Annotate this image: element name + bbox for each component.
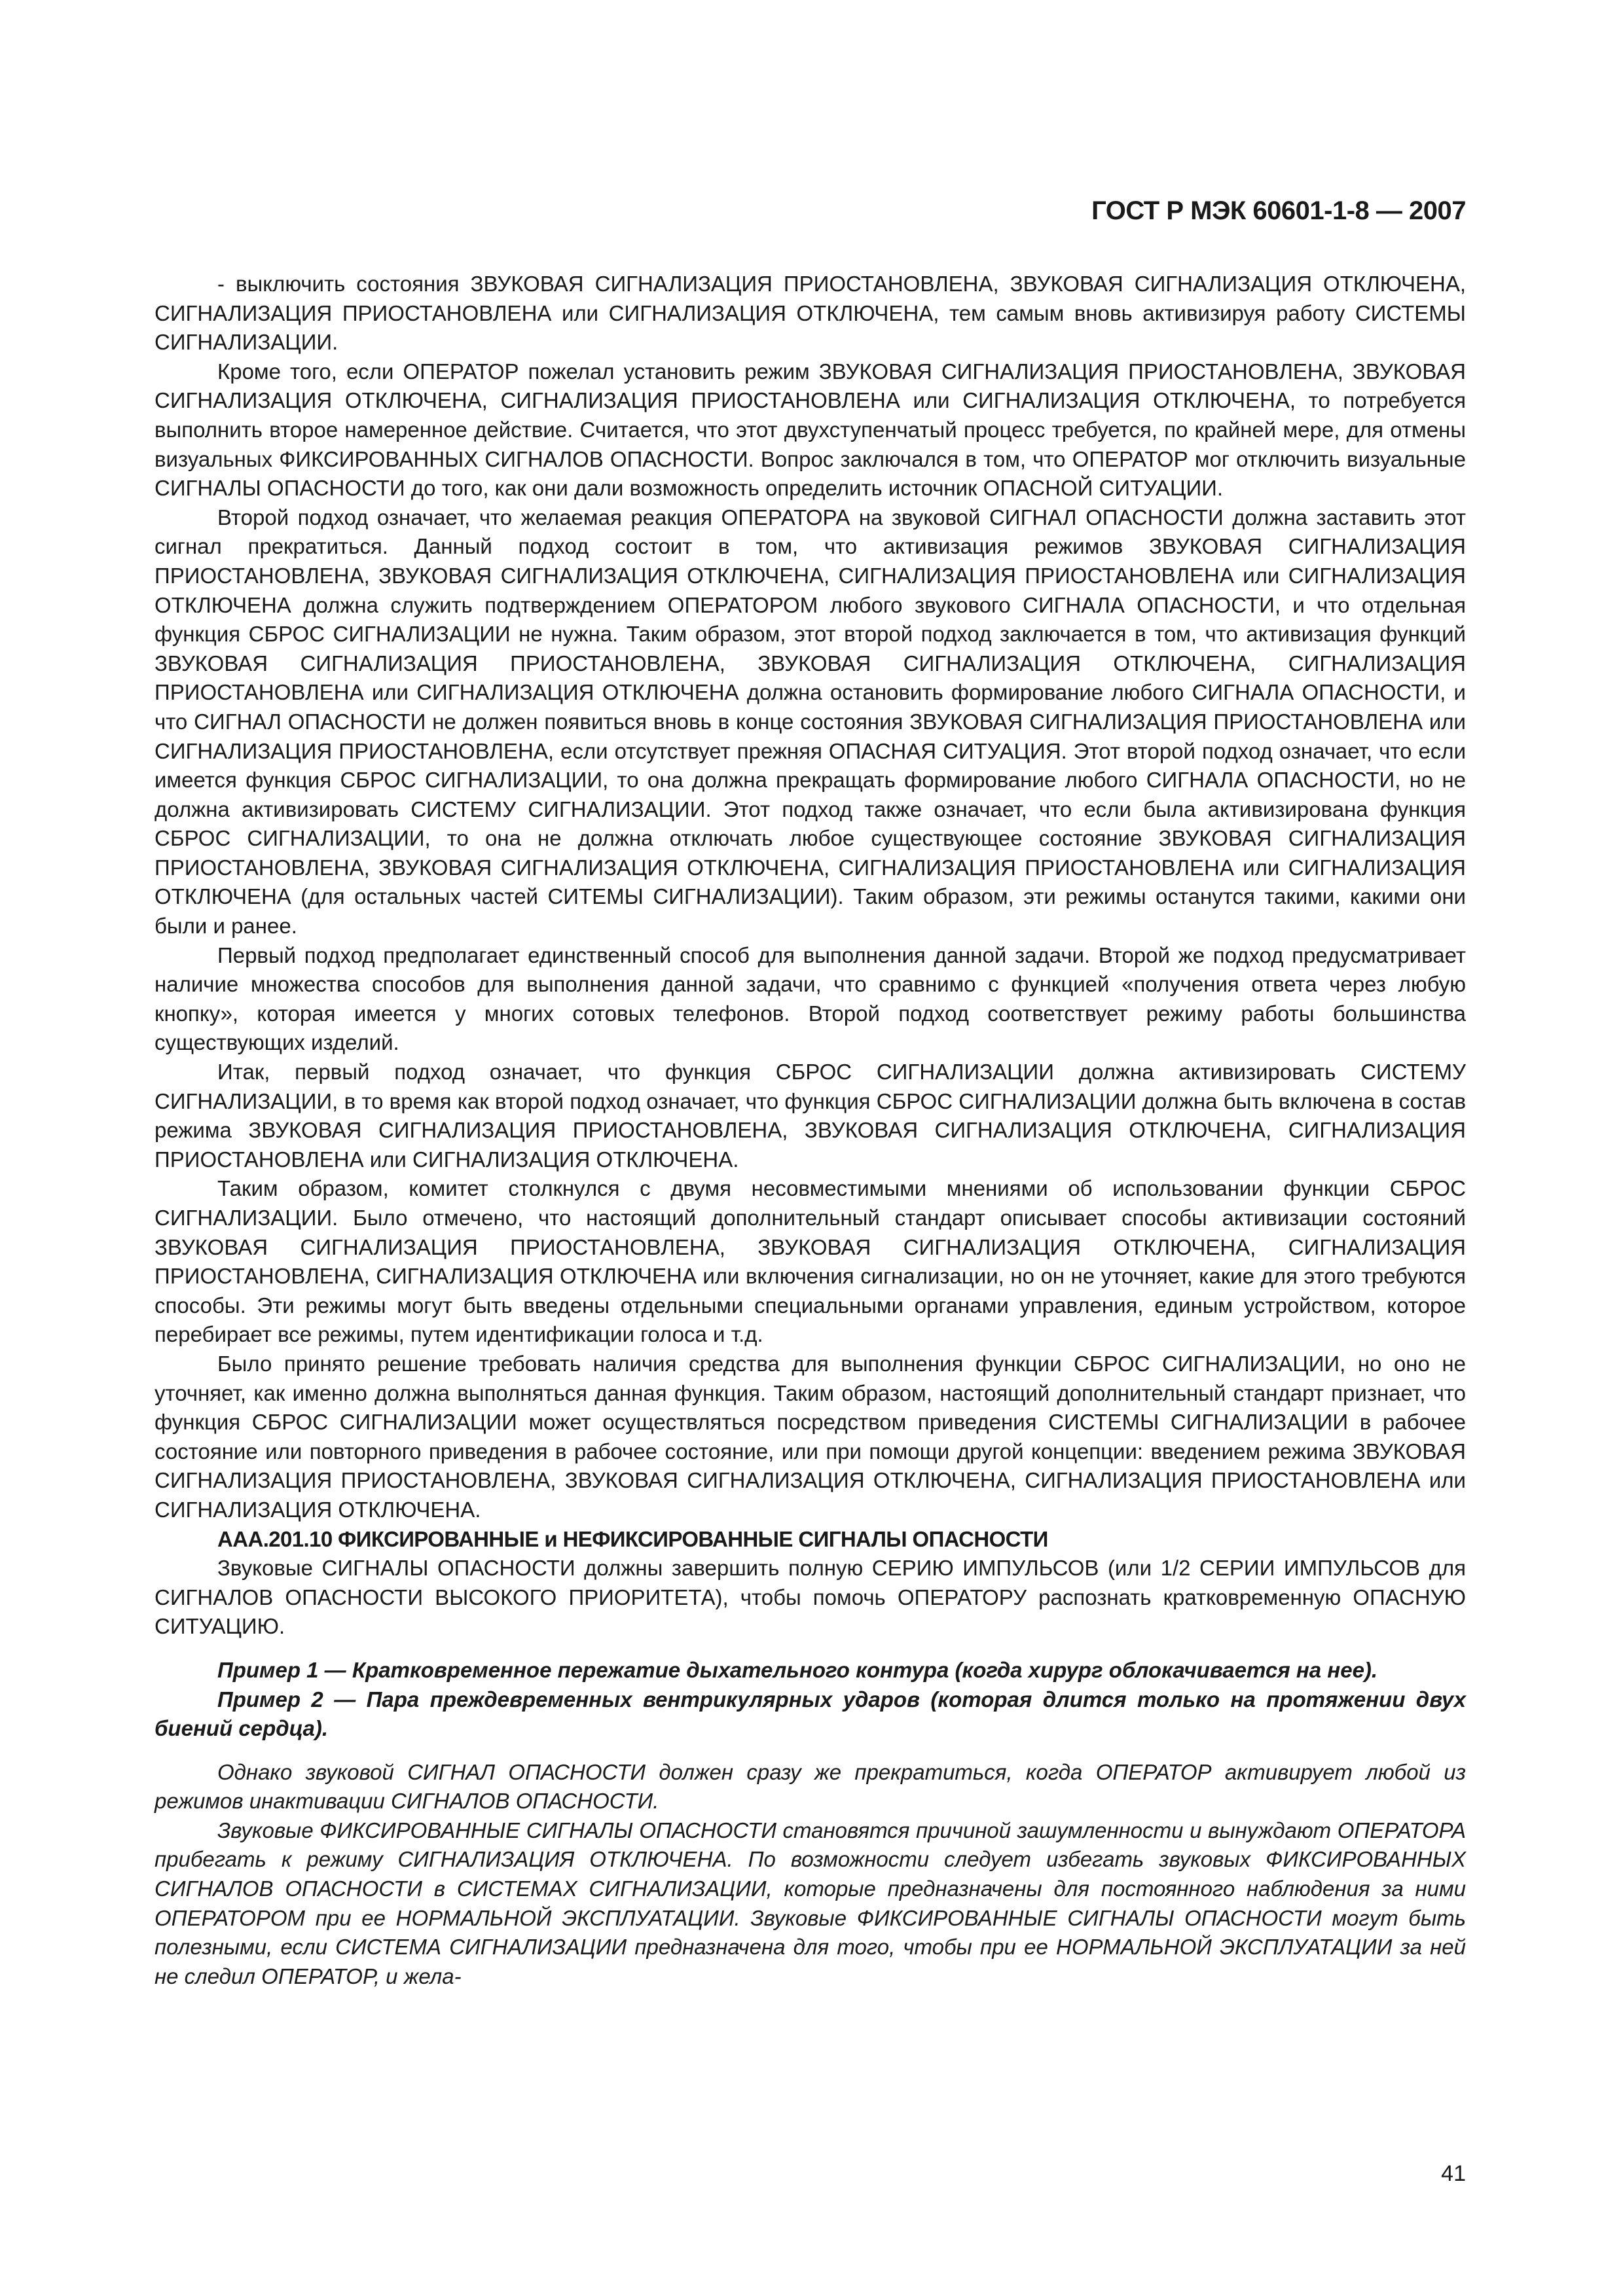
section-intro: Звуковые СИГНАЛЫ ОПАСНОСТИ должны завершить полную СЕРИЮ ИМПУЛЬСОВ (или 1/2 СЕРИИ ИМПУЛЬСОВ для СИГНАЛОВ ОПАСНОСТИ ВЫСОКОГО ПРИОРИТЕТА), чтобы помочь ОПЕРАТОРУ распознать кратковременную ОПАСНУЮ СИТУАЦИЮ. bbox=[155, 1556, 1466, 1639]
paragraph-1: - выключить состояния ЗВУКОВАЯ СИГНАЛИЗАЦИЯ ПРИОСТАНОВЛЕНА, ЗВУКОВАЯ СИГНАЛИЗАЦИЯ ОТКЛЮЧЕНА, СИГНАЛИЗАЦИЯ ПРИОСТАНОВЛЕНА или СИГНАЛИЗАЦИЯ ОТКЛЮЧЕНА, тем самым вновь активизируя работу СИСТЕМЫ СИГНАЛИЗАЦИИ. bbox=[155, 272, 1466, 355]
document-header: ГОСТ Р МЭК 60601-1-8 — 2007 bbox=[1091, 196, 1466, 225]
example-1: Пример 1 — Кратковременное пережатие дыхательного контура (когда хирург облокачивается на нее). bbox=[217, 1657, 1378, 1682]
italic-paragraph-2: Звуковые ФИКСИРОВАННЫЕ СИГНАЛЫ ОПАСНОСТИ становятся причиной зашумленности и вынуждают ОПЕРАТОРА прибегать к режиму СИГНАЛИЗАЦИЯ ОТКЛЮЧЕНА. По возможности следует избегать звуковых ФИКСИРОВАННЫХ СИГНАЛОВ ОПАСНОСТИ в СИСТЕМАХ СИГНАЛИЗАЦИИ, которые предназначены для постоянного наблюдения за ними ОПЕРАТОРОМ при ее НОРМАЛЬНОЙ ЭКСПЛУАТАЦИИ. Звуковые ФИКСИРОВАННЫЕ СИГНАЛЫ ОПАСНОСТИ могут быть полезными, если СИСТЕМА СИГНАЛИЗАЦИИ предназначена для того, чтобы при ее НОРМАЛЬНОЙ ЭКСПЛУАТАЦИИ за ней не следил ОПЕРАТОР, и жела- bbox=[155, 1818, 1466, 1988]
document-body bbox=[155, 270, 1466, 1991]
page-number: 41 bbox=[1441, 2161, 1466, 2186]
section-heading: ААА.201.10 ФИКСИРОВАННЫЕ и НЕФИКСИРОВАННЫЕ СИГНАЛЫ ОПАСНОСТИ bbox=[217, 1526, 1048, 1551]
italic-paragraph-1: Однако звуковой СИГНАЛ ОПАСНОСТИ должен сразу же прекратиться, когда ОПЕРАТОР активирует любой из режимов инактивации СИГНАЛОВ ОПАСНОСТИ. bbox=[155, 1759, 1466, 1814]
paragraph-5: Итак, первый подход означает, что функция СБРОС СИГНАЛИЗАЦИИ должна активизировать СИСТЕМУ СИГНАЛИЗАЦИИ, в то время как второй подход означает, что функция СБРОС СИГНАЛИЗАЦИИ должна быть включена в состав режима ЗВУКОВАЯ СИГНАЛИЗАЦИЯ ПРИОСТАНОВЛЕНА, ЗВУКОВАЯ СИГНАЛИЗАЦИЯ ОТКЛЮЧЕНА, СИГНАЛИЗАЦИЯ ПРИОСТАНОВЛЕНА или СИГНАЛИЗАЦИЯ ОТКЛЮЧЕНА. bbox=[155, 1060, 1466, 1172]
paragraph-7: Было принято решение требовать наличия средства для выполнения функции СБРОС СИГНАЛИЗАЦИИ, но оно не уточняет, как именно должна выполняться данная функция. Таким образом, настоящий дополнительный стандарт признает, что функция СБРОС СИГНАЛИЗАЦИИ может осуществляться посредством приведения СИСТЕМЫ СИГНАЛИЗАЦИИ в рабочее состояние или повторного приведения в рабочее состояние, или при помощи другой концепции: введением режима ЗВУКОВАЯ СИГНАЛИЗАЦИЯ ПРИОСТАНОВЛЕНА, ЗВУКОВАЯ СИГНАЛИЗАЦИЯ ОТКЛЮЧЕНА, СИГНАЛИЗАЦИЯ ПРИОСТАНОВЛЕНА или СИГНАЛИЗАЦИЯ ОТКЛЮЧЕНА. bbox=[155, 1351, 1466, 1522]
example-2: Пример 2 — Пара преждевременных вентрикулярных ударов (которая длится только на протяжении двух биений сердца). bbox=[155, 1687, 1466, 1741]
paragraph-2: Кроме того, если ОПЕРАТОР пожелал установить режим ЗВУКОВАЯ СИГНАЛИЗАЦИЯ ПРИОСТАНОВЛЕНА, ЗВУКОВАЯ СИГНАЛИЗАЦИЯ ОТКЛЮЧЕНА, СИГНАЛИЗАЦИЯ ПРИОСТАНОВЛЕНА или СИГНАЛИЗАЦИЯ ОТКЛЮЧЕНА, то потребуется выполнить второе намеренное действие. Считается, что этот двухступенчатый процесс требуется, по крайней мере, для отмены визуальных ФИКСИРОВАННЫХ СИГНАЛОВ ОПАСНОСТИ. Вопрос заключался в том, что ОПЕРАТОР мог отключить визуальные СИГНАЛЫ ОПАСНОСТИ до того, как они дали возможность определить источник ОПАСНОЙ СИТУАЦИИ. bbox=[155, 359, 1466, 501]
paragraph-4: Первый подход предполагает единственный способ для выполнения данной задачи. Второй же подход предусматривает наличие множества способов для выполнения данной задачи, что сравнимо с функцией «получения ответа через любую кнопку», которая имеется у многих сотовых телефонов. Второй подход соответствует режиму работы большинства существующих изделий. bbox=[155, 942, 1466, 1055]
paragraph-3: Второй подход означает, что желаемая реакция ОПЕРАТОРА на звуковой СИГНАЛ ОПАСНОСТИ должна заставить этот сигнал прекратиться. Данный подход состоит в том, что активизация режимов ЗВУКОВАЯ СИГНАЛИЗАЦИЯ ПРИОСТАНОВЛЕНА, ЗВУКОВАЯ СИГНАЛИЗАЦИЯ ОТКЛЮЧЕНА, СИГНАЛИЗАЦИЯ ПРИОСТАНОВЛЕНА или СИГНАЛИЗАЦИЯ ОТКЛЮЧЕНА должна служить подтверждением ОПЕРАТОРОМ любого звукового СИГНАЛА ОПАСНОСТИ, и что отдельная функция СБРОС СИГНАЛИЗАЦИИ не нужна. Таким образом, этот второй подход заключается в том, что активизация функций ЗВУКОВАЯ СИГНАЛИЗАЦИЯ ПРИОСТАНОВЛЕНА, ЗВУКОВАЯ СИГНАЛИЗАЦИЯ ОТКЛЮЧЕНА, СИГНАЛИЗАЦИЯ ПРИОСТАНОВЛЕНА или СИГНАЛИЗАЦИЯ ОТКЛЮЧЕНА должна остановить формирование любого СИГНАЛА ОПАСНОСТИ, и что СИГНАЛ ОПАСНОСТИ не должен появиться вновь в конце состояния ЗВУКОВАЯ СИГНАЛИЗАЦИЯ ПРИОСТАНОВЛЕНА или СИГНАЛИЗАЦИЯ ПРИОСТАНОВЛЕНА, если отсутствует прежняя ОПАСНАЯ СИТУАЦИЯ. Этот второй подход означает, что если имеется функция СБРОС СИГНАЛИЗАЦИИ, то она должна прекращать формирование любого СИГНАЛА ОПАСНОСТИ, но не должна активизировать СИСТЕМУ СИГНАЛИЗАЦИИ. Этот подход также означает, что если была активизирована функция СБРОС СИГНАЛИЗАЦИИ, то она не должна отключать любое существующее состояние ЗВУКОВАЯ СИГНАЛИЗАЦИЯ ПРИОСТАНОВЛЕНА, ЗВУКОВАЯ СИГНАЛИЗАЦИЯ ОТКЛЮЧЕНА, СИГНАЛИЗАЦИЯ ПРИОСТАНОВЛЕНА или СИГНАЛИЗАЦИЯ ОТКЛЮЧЕНА (для остальных частей СИТЕМЫ СИГНАЛИЗАЦИИ). Таким образом, эти режимы останутся такими, какими они были и ранее. bbox=[155, 505, 1466, 939]
paragraph-6: Таким образом, комитет столкнулся с двумя несовместимыми мнениями об использовании функции СБРОС СИГНАЛИЗАЦИИ. Было отмечено, что настоящий дополнительный стандарт описывает способы активизации состояний ЗВУКОВАЯ СИГНАЛИЗАЦИЯ ПРИОСТАНОВЛЕНА, ЗВУКОВАЯ СИГНАЛИЗАЦИЯ ОТКЛЮЧЕНА, СИГНАЛИЗАЦИЯ ПРИОСТАНОВЛЕНА, СИГНАЛИЗАЦИЯ ОТКЛЮЧЕНА или включения сигнализации, но он не уточняет, какие для этого требуются способы. Эти режимы могут быть введены отдельными специальными органами управления, единым устройством, которое перебирает все режимы, путем идентификации голоса и т.д. bbox=[155, 1176, 1466, 1347]
